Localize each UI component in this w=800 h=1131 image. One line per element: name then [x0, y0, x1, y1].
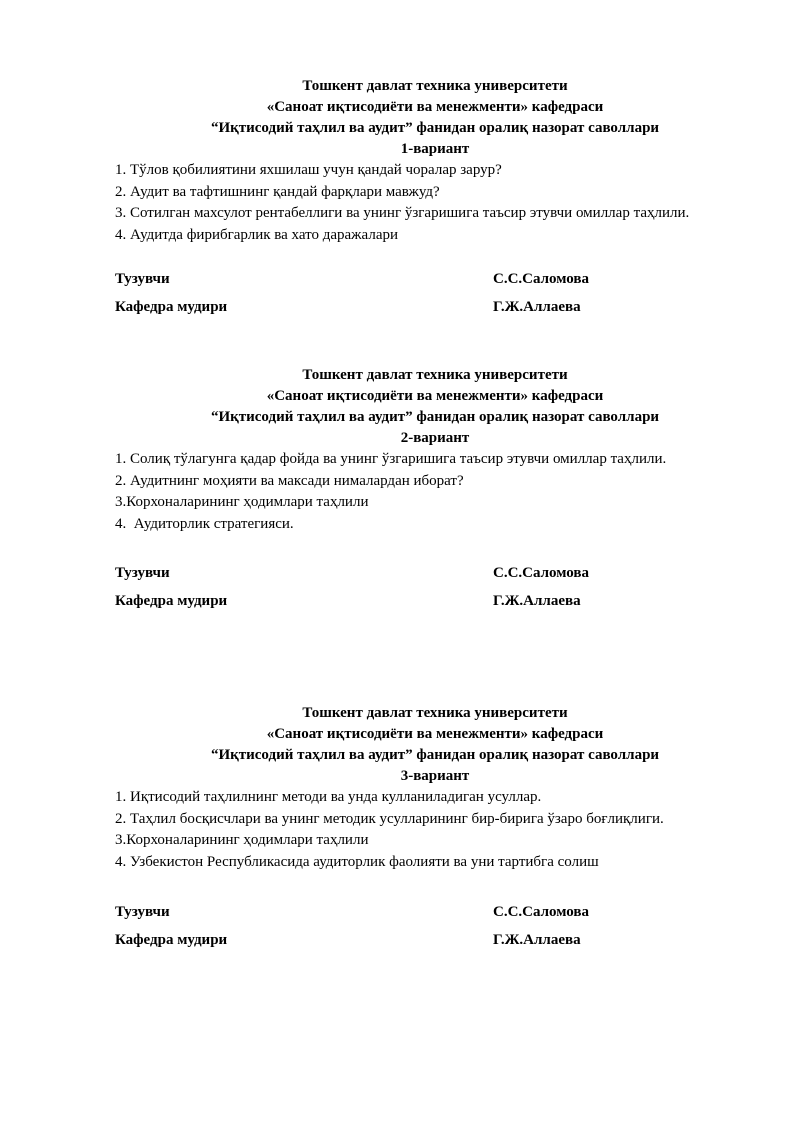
- department-title: «Саноат иқтисодиёти ва менежменти» кафедраси: [266, 388, 604, 404]
- university-title: Тошкент давлат техника университети: [302, 78, 568, 94]
- spacer: [115, 583, 755, 591]
- head-signature-row: [115, 930, 755, 950]
- subject-title: “Иқтисодий таҳлил ва аудит” фанидан оралиқ назорат саволлари: [210, 120, 660, 136]
- head-name: Г.Ж.Аллаева: [493, 593, 581, 609]
- department-title: «Саноат иқтисодиёти ва менежменти» кафедраси: [266, 726, 604, 742]
- question-item: 1. Иқтисодий таҳлилнинг методи ва унда кулланиладиган усуллар.: [115, 789, 542, 805]
- head-role: Кафедра мудири: [115, 932, 228, 948]
- head-name: Г.Ж.Аллаева: [493, 932, 581, 948]
- question-item: 4. Аудиторлик стратегияси.: [115, 515, 294, 532]
- question-item: 3. Сотилган махсулот рентабеллиги ва унинг ўзгаришига таъсир этувчи омиллар таҳлили.: [115, 205, 690, 221]
- question-item: 1. Солиқ тўлагунга қадар фойда ва унинг ўзгаришига таъсир этувчи омиллар таҳлили.: [115, 451, 667, 467]
- author-signature-row: [115, 902, 755, 922]
- variant-label: 1-вариант: [400, 141, 470, 157]
- variant-block-1: [115, 76, 755, 317]
- spacer: [115, 289, 755, 297]
- author-name: С.С.Саломова: [493, 904, 590, 920]
- question-list: [115, 787, 755, 873]
- head-signature-row: [115, 297, 755, 317]
- head-role: Кафедра мудири: [115, 593, 228, 609]
- head-role: Кафедра мудири: [115, 299, 228, 315]
- author-signature-row: [115, 563, 755, 583]
- subject-title: “Иқтисодий таҳлил ва аудит” фанидан оралиқ назорат саволлари: [210, 409, 660, 425]
- spacer: [115, 873, 755, 902]
- variant-label: 3-вариант: [400, 768, 470, 784]
- head-signature-row: [115, 591, 755, 611]
- head-name: Г.Ж.Аллаева: [493, 299, 581, 315]
- author-role: Тузувчи: [115, 271, 170, 287]
- university-title: Тошкент давлат техника университети: [302, 705, 568, 721]
- question-item: 3.Корхоналарининг ҳодимлари таҳлили: [115, 494, 369, 510]
- spacer: [115, 535, 755, 563]
- author-role: Тузувчи: [115, 565, 170, 581]
- variant-label: 2-вариант: [400, 430, 470, 446]
- question-item: 2. Аудитнинг моҳияти ва максади нималардан иборат?: [115, 472, 464, 489]
- question-item: 4. Узбекистон Республикасида аудиторлик фаолияти ва уни тартибга солиш: [115, 853, 599, 870]
- question-item: 3.Корхоналарининг ҳодимлари таҳлили: [115, 832, 369, 848]
- question-item: 4. Аудитда фирибгарлик ва хато даражалари: [115, 226, 399, 243]
- author-name: С.С.Саломова: [493, 565, 590, 581]
- spacer: [115, 922, 755, 930]
- subject-title: “Иқтисодий таҳлил ва аудит” фанидан оралиқ назорат саволлари: [210, 747, 660, 763]
- author-name: С.С.Саломова: [493, 271, 590, 287]
- question-item: 2. Таҳлил босқисчлари ва унинг методик усулларининг бир-бирига ўзаро боғлиқлиги.: [115, 810, 664, 827]
- department-title: «Саноат иқтисодиёти ва менежменти» кафедраси: [266, 99, 604, 115]
- variant-block-2: [115, 365, 755, 611]
- question-item: 2. Аудит ва тафтишнинг қандай фарқлари мавжуд?: [115, 183, 440, 200]
- spacer: [115, 246, 755, 269]
- question-list: [115, 160, 755, 246]
- university-title: Тошкент давлат техника университети: [302, 367, 568, 383]
- question-list: [115, 449, 755, 535]
- question-item: 1. Тўлов қобилиятини яхшилаш учун қандай чоралар зарур?: [115, 162, 502, 178]
- author-signature-row: [115, 269, 755, 289]
- variant-block-3: [115, 703, 755, 950]
- author-role: Тузувчи: [115, 904, 170, 920]
